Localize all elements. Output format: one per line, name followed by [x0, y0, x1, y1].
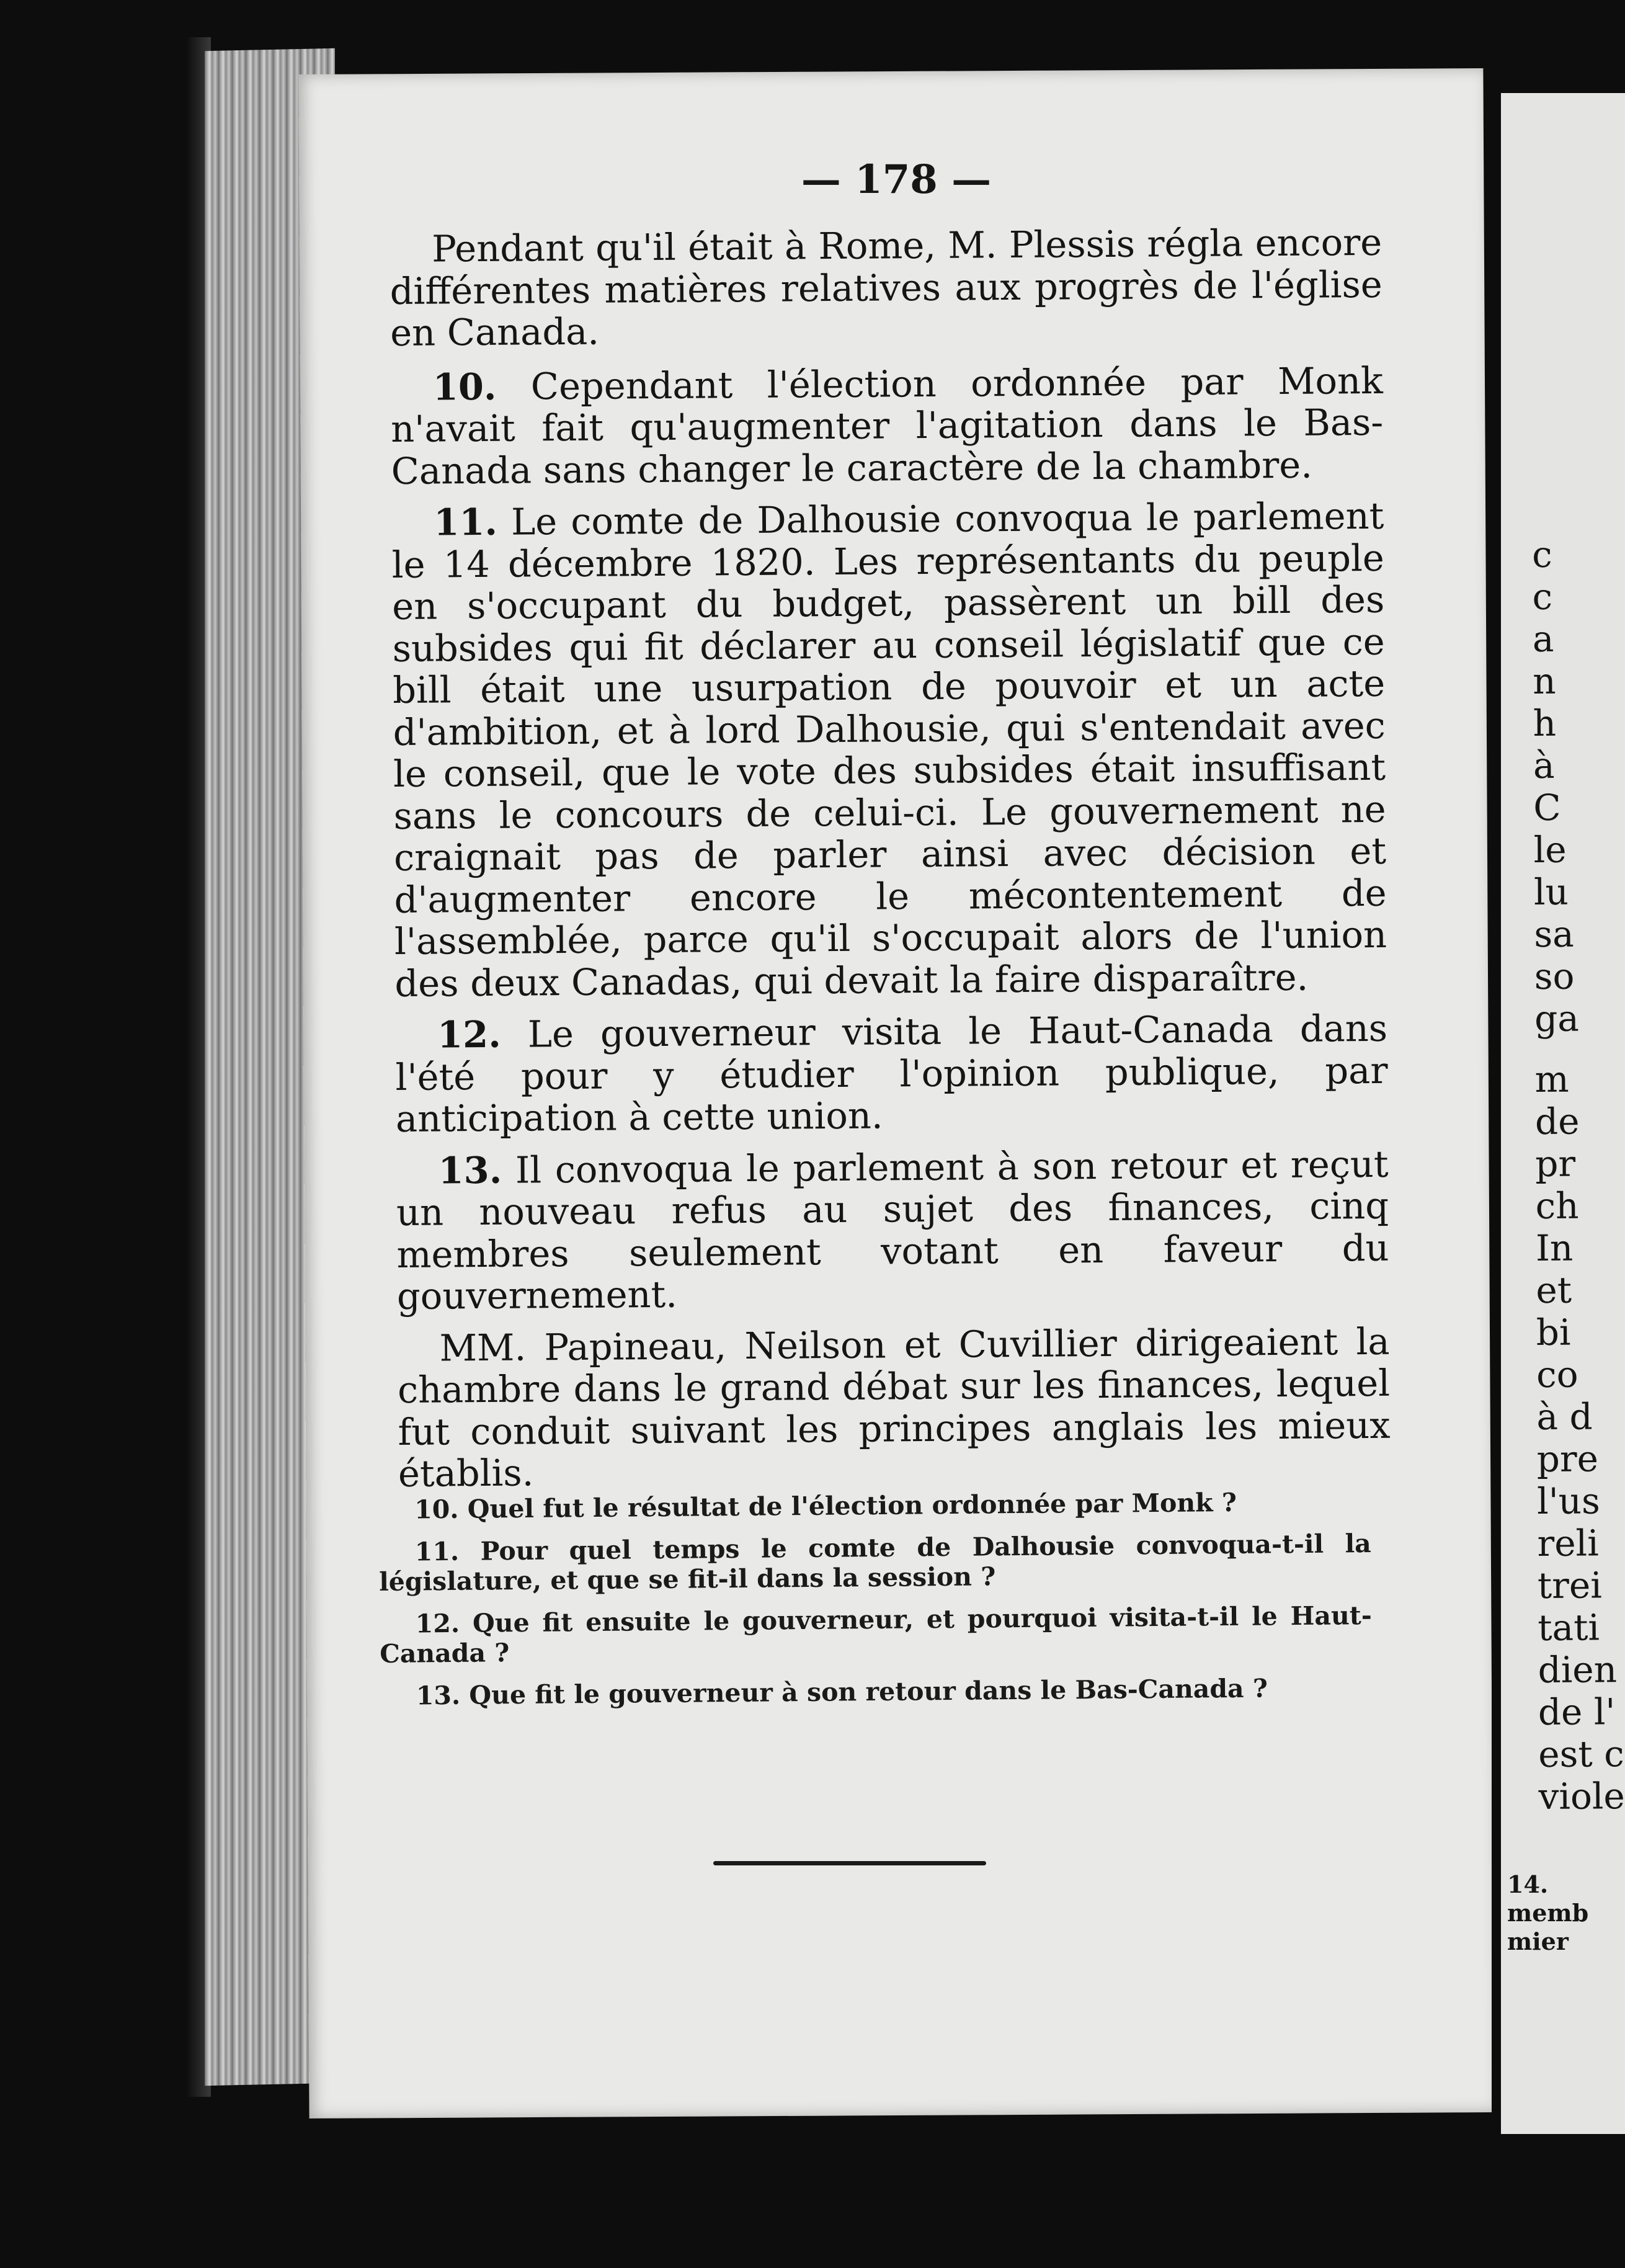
paragraph — [391, 359, 1384, 492]
right-page-line: ch — [1535, 1184, 1579, 1227]
right-page-line: trei — [1537, 1564, 1602, 1607]
gutter — [1492, 81, 1500, 2140]
question: 10. Quel fut le résultat de l'élection ordonnée par Monk ? — [414, 1487, 1237, 1525]
paragraph-text: Cependant l'élection ordonnée par Monk n'avait fait qu'augmenter l'agitation dans le Bas-Canada sans changer le caractère de la chambre. — [391, 359, 1384, 493]
right-page-line: n — [1533, 659, 1556, 702]
right-page-line: ga — [1534, 997, 1579, 1040]
right-page-line: c — [1532, 533, 1552, 576]
question: 12. Que fit ensuite le gouverneur, et pourquoi visita-t-il le Haut-Canada ? — [380, 1601, 1372, 1669]
paragraph-text: Le gouverneur visita le Haut-Canada dans l'été pour y étudier l'opinion publique, par anticipation à cette union. — [395, 1006, 1388, 1140]
right-page-line — [1534, 1039, 1609, 1058]
question: 11. Pour quel temps le comte de Dalhousie convoqua-t-il la législature, et que se fit-il dans la session ? — [379, 1529, 1371, 1597]
right-page-line: a — [1532, 617, 1554, 660]
right-page-line: l'us — [1536, 1480, 1600, 1522]
right-page-line: tati — [1538, 1606, 1600, 1649]
paragraph-text: MM. Papineau, Neilson et Cuvillier dirigeaient la chambre dans le grand débat sur les finances, lequel fut conduit suivant les principes anglais les mieux établis. — [397, 1319, 1391, 1495]
paragraph — [395, 1007, 1388, 1140]
right-page-line: est c — [1538, 1733, 1624, 1775]
right-page-footnote — [1507, 1870, 1600, 1956]
right-page-line: co — [1536, 1353, 1578, 1396]
right-page-line: so — [1534, 955, 1575, 998]
right-page-line: le — [1533, 828, 1567, 871]
right-page-line: de l' — [1538, 1690, 1616, 1733]
right-page-line: m — [1534, 1058, 1569, 1101]
paragraph-number: 10. — [432, 365, 497, 409]
right-page-line: bi — [1536, 1311, 1571, 1354]
right-page-line: à — [1533, 744, 1555, 787]
paragraph — [391, 495, 1387, 1004]
right-page-line: pr — [1535, 1142, 1576, 1185]
right-page-line: reli — [1537, 1522, 1599, 1565]
section-divider — [713, 1861, 986, 1865]
right-page-line: dien — [1538, 1648, 1618, 1691]
paragraph — [397, 1320, 1391, 1494]
right-page-line: viole — [1538, 1775, 1625, 1818]
page-number: — 178 — — [801, 156, 992, 203]
right-footnote-line: 14. — [1507, 1870, 1549, 1898]
right-page-line: c — [1532, 575, 1553, 618]
right-page-line: C — [1533, 786, 1561, 829]
question: 13. Que fit le gouverneur à son retour dans le Bas-Canada ? — [416, 1673, 1268, 1711]
right-page-line: sa — [1534, 913, 1574, 955]
paragraph-number: 11. — [434, 500, 498, 544]
right-page-line: à d — [1536, 1395, 1593, 1438]
right-page-text — [1532, 533, 1625, 1818]
paragraph-number: 12. — [437, 1012, 501, 1056]
paragraph-text: Il convoqua le parlement à son retour et reçut un nouveau refus au sujet des finances, cinq membres seulement votant en faveur du gouvernement. — [396, 1142, 1389, 1318]
main-text — [390, 221, 1391, 1505]
right-page-line: lu — [1533, 870, 1569, 913]
right-page-line: de — [1534, 1100, 1580, 1143]
right-page-line: pre — [1536, 1437, 1599, 1480]
right-footnote-line: mier — [1507, 1927, 1569, 1955]
paragraph — [390, 221, 1382, 354]
review-questions — [378, 1486, 1373, 1723]
right-page-line: et — [1536, 1269, 1572, 1311]
paragraph-text: Le comte de Dalhousie convoqua le parlement le 14 décembre 1820. Les représentants du peuple en s'occupant du budget, passèrent un bill des subsides qui fit déclarer au conseil législatif que ce bill était une usurpation de pouvoir et un acte d'ambition, et à lord Dalhousie, qui s'entendait avec le conseil, que le vote des subsides était insuffisant sans le concours de celui-ci. Le gouvernement ne craignait pas de parler ainsi avec décision et d'augmenter encore le mécontentement de l'assemblée, parce qu'il s'occupait alors de l'union des deux Canadas, qui devait la faire disparaître. — [391, 494, 1387, 1005]
paragraph — [396, 1143, 1389, 1317]
right-footnote-line: memb — [1507, 1899, 1589, 1927]
paragraph-number: 13. — [438, 1148, 502, 1192]
right-page-line: h — [1533, 702, 1557, 744]
paragraph-text: Pendant qu'il était à Rome, M. Plessis régla encore différentes matières relatives aux progrès de l'église en Canada. — [390, 220, 1382, 354]
right-page-line: In — [1535, 1226, 1574, 1269]
